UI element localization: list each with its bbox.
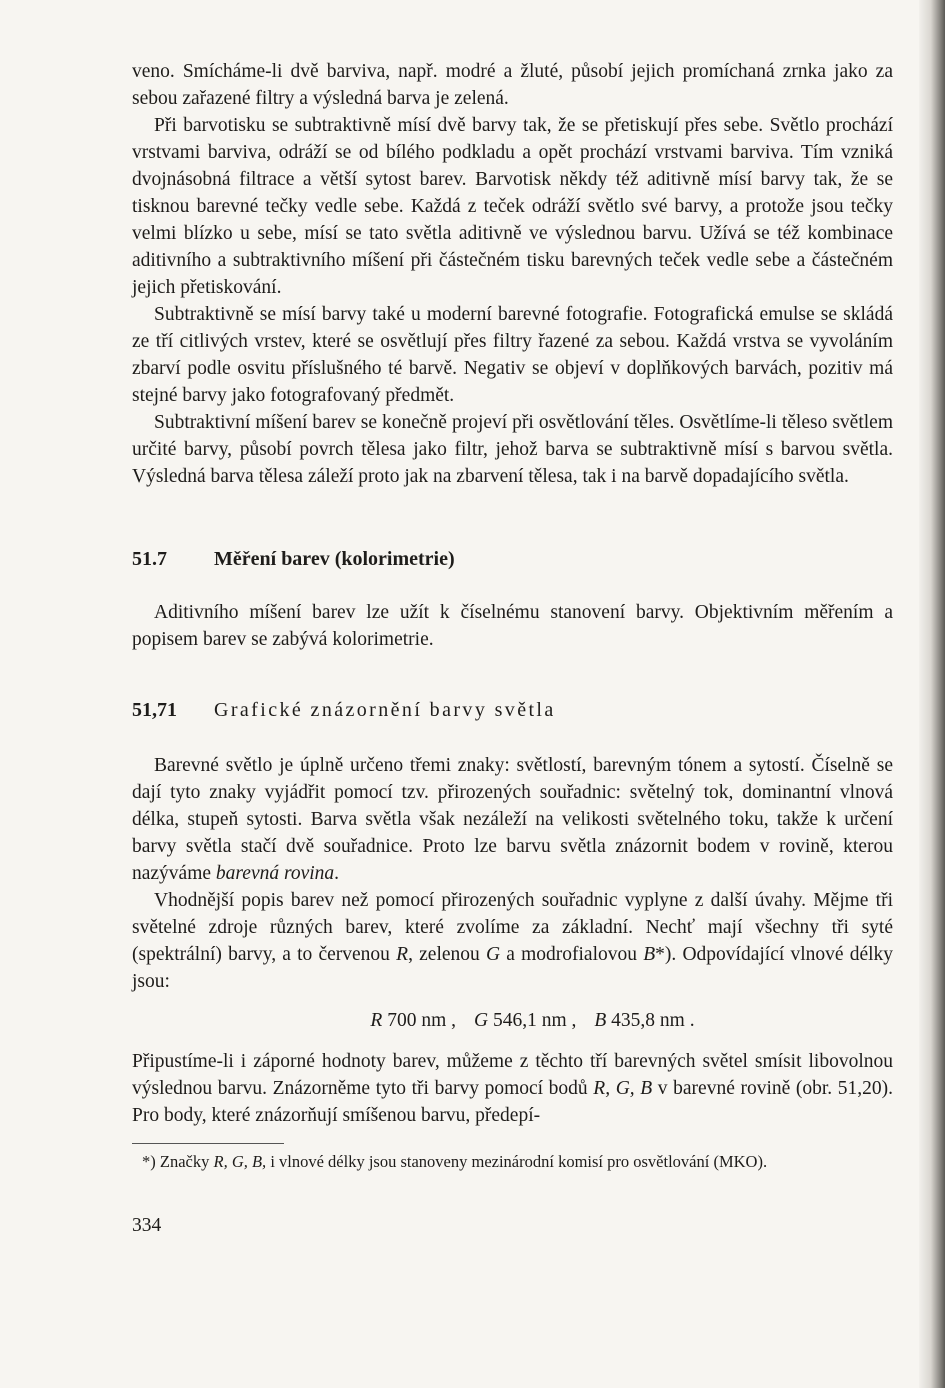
text-run: Připustíme-li i záporné hodnoty barev, můžeme z těchto tří barevných světel smísit libovolnou výslednou barvu. Znázorněme tyto tři barvy pomocí bodů xyxy=(132,1051,893,1099)
symbols-RGB: R, G, B xyxy=(593,1078,653,1099)
formula-symbol: B xyxy=(594,1010,607,1031)
footnote-rule xyxy=(132,1143,284,1144)
page-edge-shadow xyxy=(919,0,945,1388)
text-run: Barevné světlo je úplně určeno třemi znaky: světlostí, barevným tónem a sytostí. Číselně se dají tyto znaky vyjádřit pomocí tzv. přirozených souřadnic: světelný tok, dominantní vlnová délka, stupeň sytosti. Barva světla však nezáleží na velikosti světelného toku, takže k určení barvy světla stačí dvě souřadnice. Proto lze barvu světla znázornit bodem v rovině, kterou nazýváme xyxy=(132,755,893,884)
formula-symbol: G xyxy=(473,1010,489,1031)
formula-value: 435,8 nm . xyxy=(611,1010,695,1031)
text-run: *). Odpovídající vlnové délky jsou: xyxy=(132,944,894,992)
paragraph: Subtraktivní míšení barev se konečně projeví při osvětlování těles. Osvětlíme-li těleso světlem určité barvy, působí povrch tělesa jako filtr, jehož barva se subtraktivně mísí s barvou světla. Výsledná barva tělesa záleží proto jak na zbarvení tělesa, tak i na barvě dopadajícího světla. xyxy=(132,412,893,487)
emphasis-term: barevná rovina xyxy=(215,863,335,884)
formula-value: 546,1 nm , xyxy=(492,1010,577,1031)
subsection-title: Grafické znázornění barvy světla xyxy=(214,699,556,721)
paragraph: Subtraktivně se mísí barvy také u moderní barevné fotografie. Fotografická emulse se skládá ze tří citlivých vrstev, které se osvětlují přes filtry řazené za sebou. Každá vrstva se vyvoláním zbarví podle osvitu příslušného té barvě. Negativ se objeví v doplňkových barvách, pozitiv má stejné barvy jako fotografovaný předmět. xyxy=(132,304,893,406)
symbol-R: R xyxy=(396,944,409,965)
section-number: 51.7 xyxy=(132,548,167,570)
formula-symbol: R xyxy=(370,1010,383,1031)
subsection-heading xyxy=(132,697,893,724)
section-intro: Aditivního míšení barev lze užít k číselnému stanovení barvy. Objektivním měřením a popisem barev se zabývá kolorimetrie. xyxy=(132,602,893,650)
section-title: Měření barev (kolorimetrie) xyxy=(214,548,455,570)
text-run: , zelenou xyxy=(408,944,480,965)
footnote-text: i vlnové délky jsou stanoveny mezinárodní komisí pro osvětlování (MKO). xyxy=(270,1152,768,1171)
paragraph xyxy=(132,752,893,887)
footnote xyxy=(132,1150,893,1174)
text-run: v barevné rovině (obr. 51,20). Pro body, které znázorňují smíšenou barvu, předepí- xyxy=(132,1078,894,1126)
text-run: Vhodnější popis barev než pomocí přirozených souřadnic vyplyne z další úvahy. Mějme tři světelné zdroje různých barev, které zvolíme za základní. Nechť mají všechny tři syté (spektrální) barvy, a to červenou xyxy=(132,890,893,965)
page-content xyxy=(132,58,893,1174)
section-heading xyxy=(132,546,893,573)
formula-value: 700 nm , xyxy=(387,1010,456,1031)
paragraph xyxy=(132,887,893,995)
page-number: 334 xyxy=(132,1215,162,1236)
wavelength-formula xyxy=(132,1007,893,1034)
symbol-B: B xyxy=(643,944,656,965)
text-run: . xyxy=(334,863,340,884)
subsection-number: 51,71 xyxy=(132,699,177,721)
symbol-G: G xyxy=(485,944,501,965)
paragraph: Při barvotisku se subtraktivně mísí dvě barvy tak, že se přetiskují přes sebe. Světlo prochází vrstvami barviva, odráží se od bílého podkladu a opět prochází vrstvami barviva. Tím vzniká dvojnásobná filtrace a větší sytost barev. Barvotisk někdy též aditivně mísí barvy tak, že se tisknou barevné tečky vedle sebe. Každá z teček odráží světlo své barvy, a protože jsou tečky velmi blízko u sebe, mísí se tato světla aditivně ve výslednou barvu. Užívá se též kombinace aditivního a subtraktivního míšení při částečném tisku barevných teček vedle sebe a částečném jejich přetiskování. xyxy=(132,115,893,298)
footnote-mark: *) Značky xyxy=(142,1152,210,1171)
footnote-symbols: R, G, B, xyxy=(213,1152,267,1171)
paragraph xyxy=(132,1048,893,1129)
paragraph: veno. Smícháme-li dvě barviva, např. modré a žluté, působí jejich promíchaná zrnka jako za sebou zařazené filtry a výsledná barva je zelená. xyxy=(132,61,893,109)
text-run: a modrofialovou xyxy=(506,944,638,965)
